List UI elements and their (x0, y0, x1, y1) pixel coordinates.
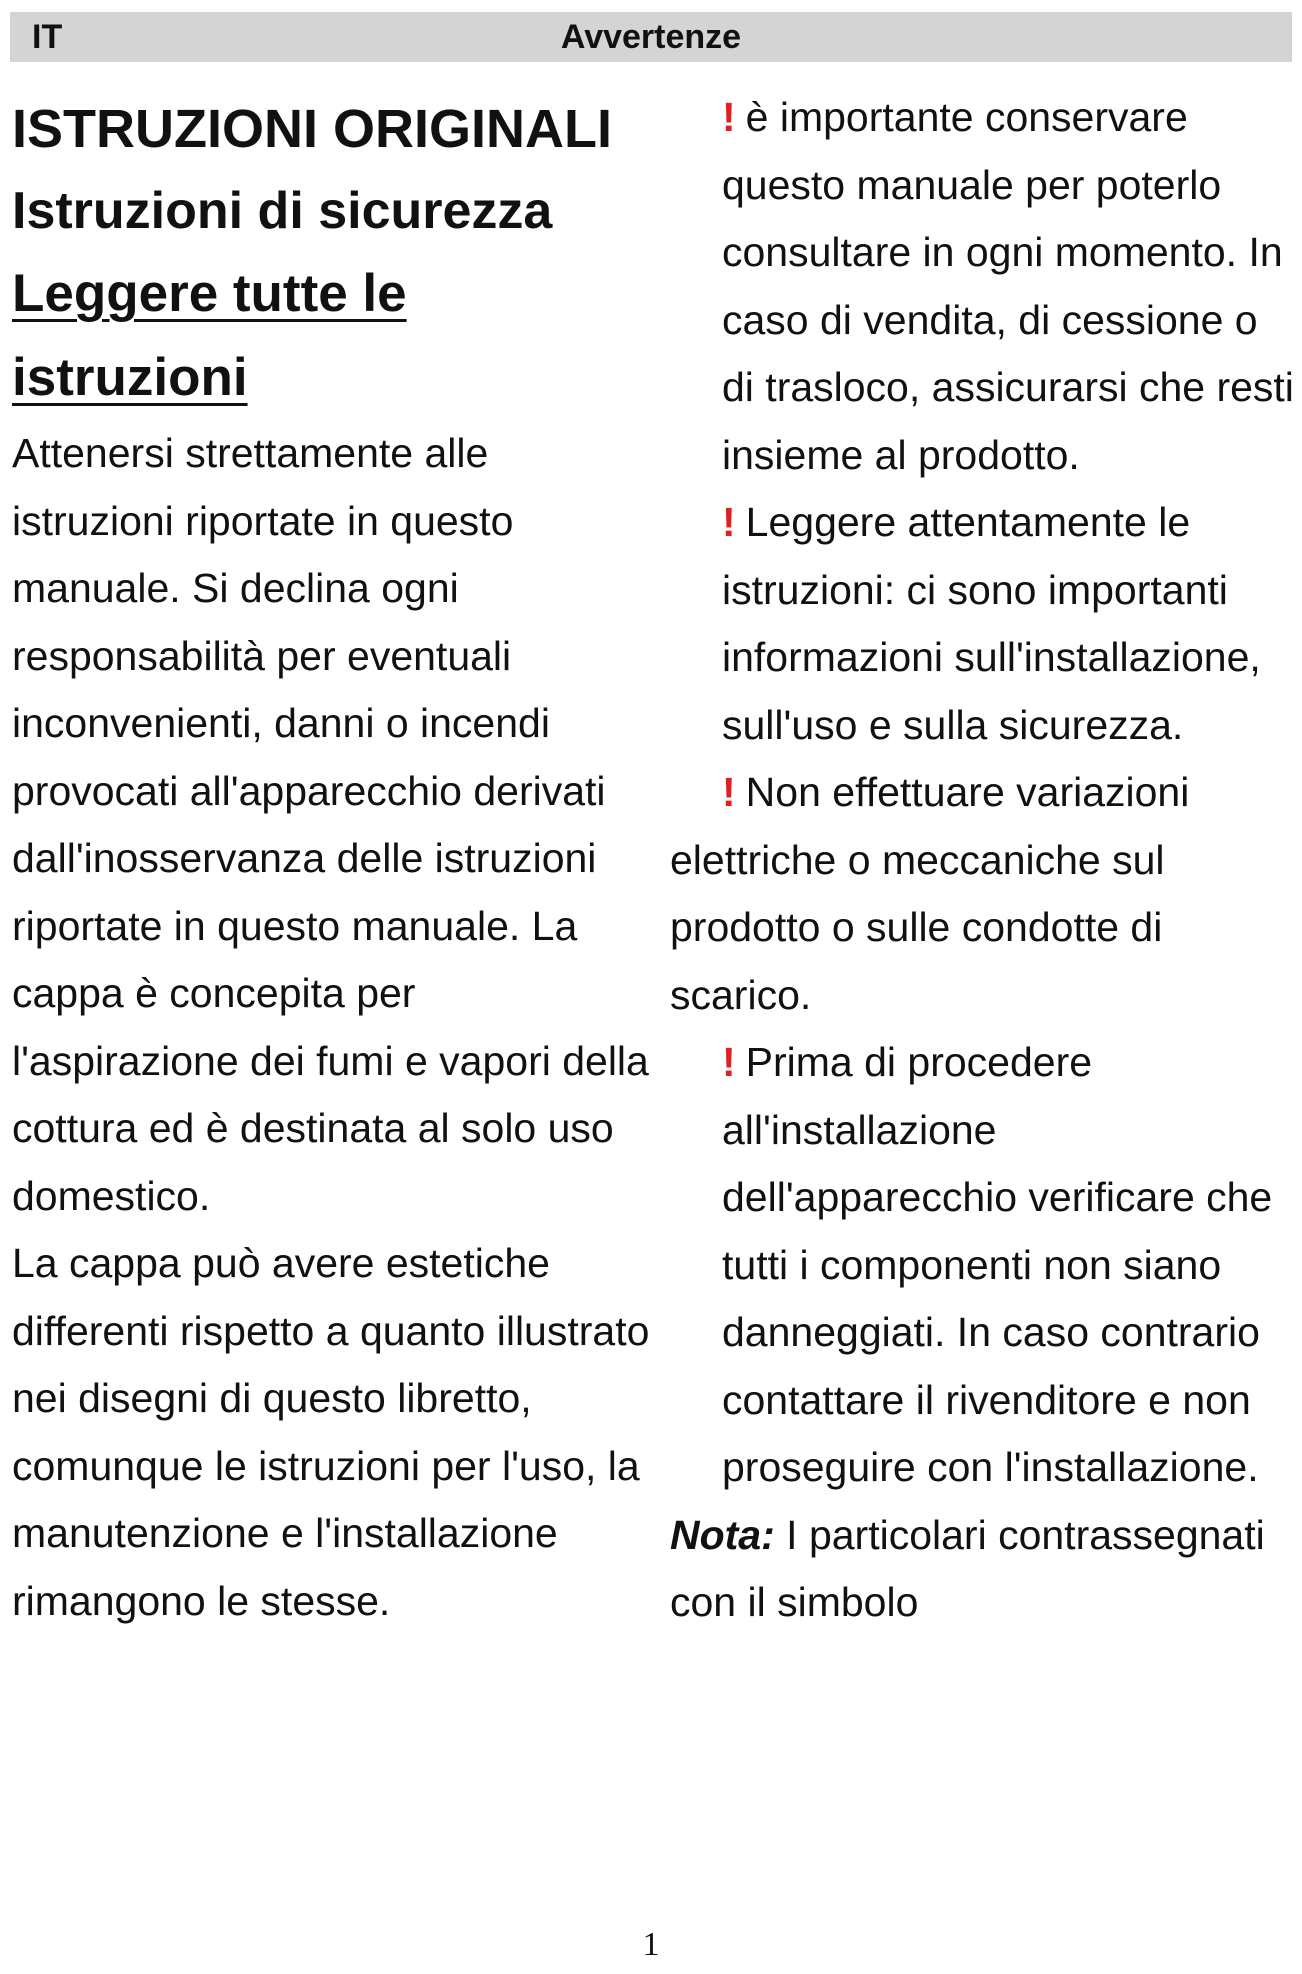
left-column (12, 88, 652, 1635)
warning-exclamation-icon: ! (722, 499, 736, 545)
right-column (670, 84, 1295, 1637)
instructions-paragraph: Attenersi strettamente alle istruzioni riportate in questo manuale. Si declina ogni responsabilità per eventuali inconvenienti, danni o incendi provocati all'apparecchio derivati dall'inosservanza delle istruzioni riportate in questo manuale. La cappa è concepita per l'aspirazione dei fumi e vapori della cottura ed è destinata al solo uso domestico. (12, 430, 649, 1219)
note-text: I particolari contrassegnati con il simbolo (670, 1511, 1265, 1625)
warning-exclamation-icon: ! (722, 1039, 736, 1085)
language-code: IT (32, 18, 63, 56)
note-label: Nota: (670, 1511, 775, 1558)
warning-read-carefully (670, 489, 1295, 759)
section-header-bar (10, 12, 1292, 62)
warning-check-components (670, 1029, 1295, 1502)
note-paragraph (670, 1502, 1295, 1637)
warning-text: Prima di procedere all'installazione dell'apparecchio verificare che tutti i componenti non siano danneggiati. In caso contrario contattare il rivenditore e non proseguire con l'installazione. (722, 1039, 1273, 1490)
warning-text: Non effettuare variazioni elettriche o meccaniche sul prodotto o sulle condotte di scarico. (670, 769, 1190, 1018)
warning-keep-manual (670, 84, 1295, 489)
warning-exclamation-icon: ! (722, 769, 736, 815)
read-all-instructions-heading: Leggere tutte le istruzioni (12, 264, 407, 407)
warning-no-modifications (670, 759, 1295, 1029)
aesthetics-paragraph: La cappa può avere estetiche differenti rispetto a quanto illustrato nei disegni di questo libretto, comunque le istruzioni per l'uso, la manutenzione e l'installazione rimangono le stesse. (12, 1240, 650, 1624)
safety-instructions-heading: Istruzioni di sicurezza (12, 182, 553, 240)
page-number: 1 (642, 1926, 660, 1963)
warning-text: è importante conservare questo manuale per poterlo consultare in ogni momento. In caso di vendita, di cessione o di trasloco, assicurarsi che resti insieme al prodotto. (722, 94, 1294, 478)
warning-exclamation-icon: ! (722, 94, 736, 140)
section-title: Avvertenze (560, 18, 742, 56)
warning-text: Leggere attentamente le istruzioni: ci sono importanti informazioni sull'installazione, sull'uso e sulla sicurezza. (722, 499, 1261, 748)
document-title: ISTRUZIONI ORIGINALI (12, 99, 612, 159)
